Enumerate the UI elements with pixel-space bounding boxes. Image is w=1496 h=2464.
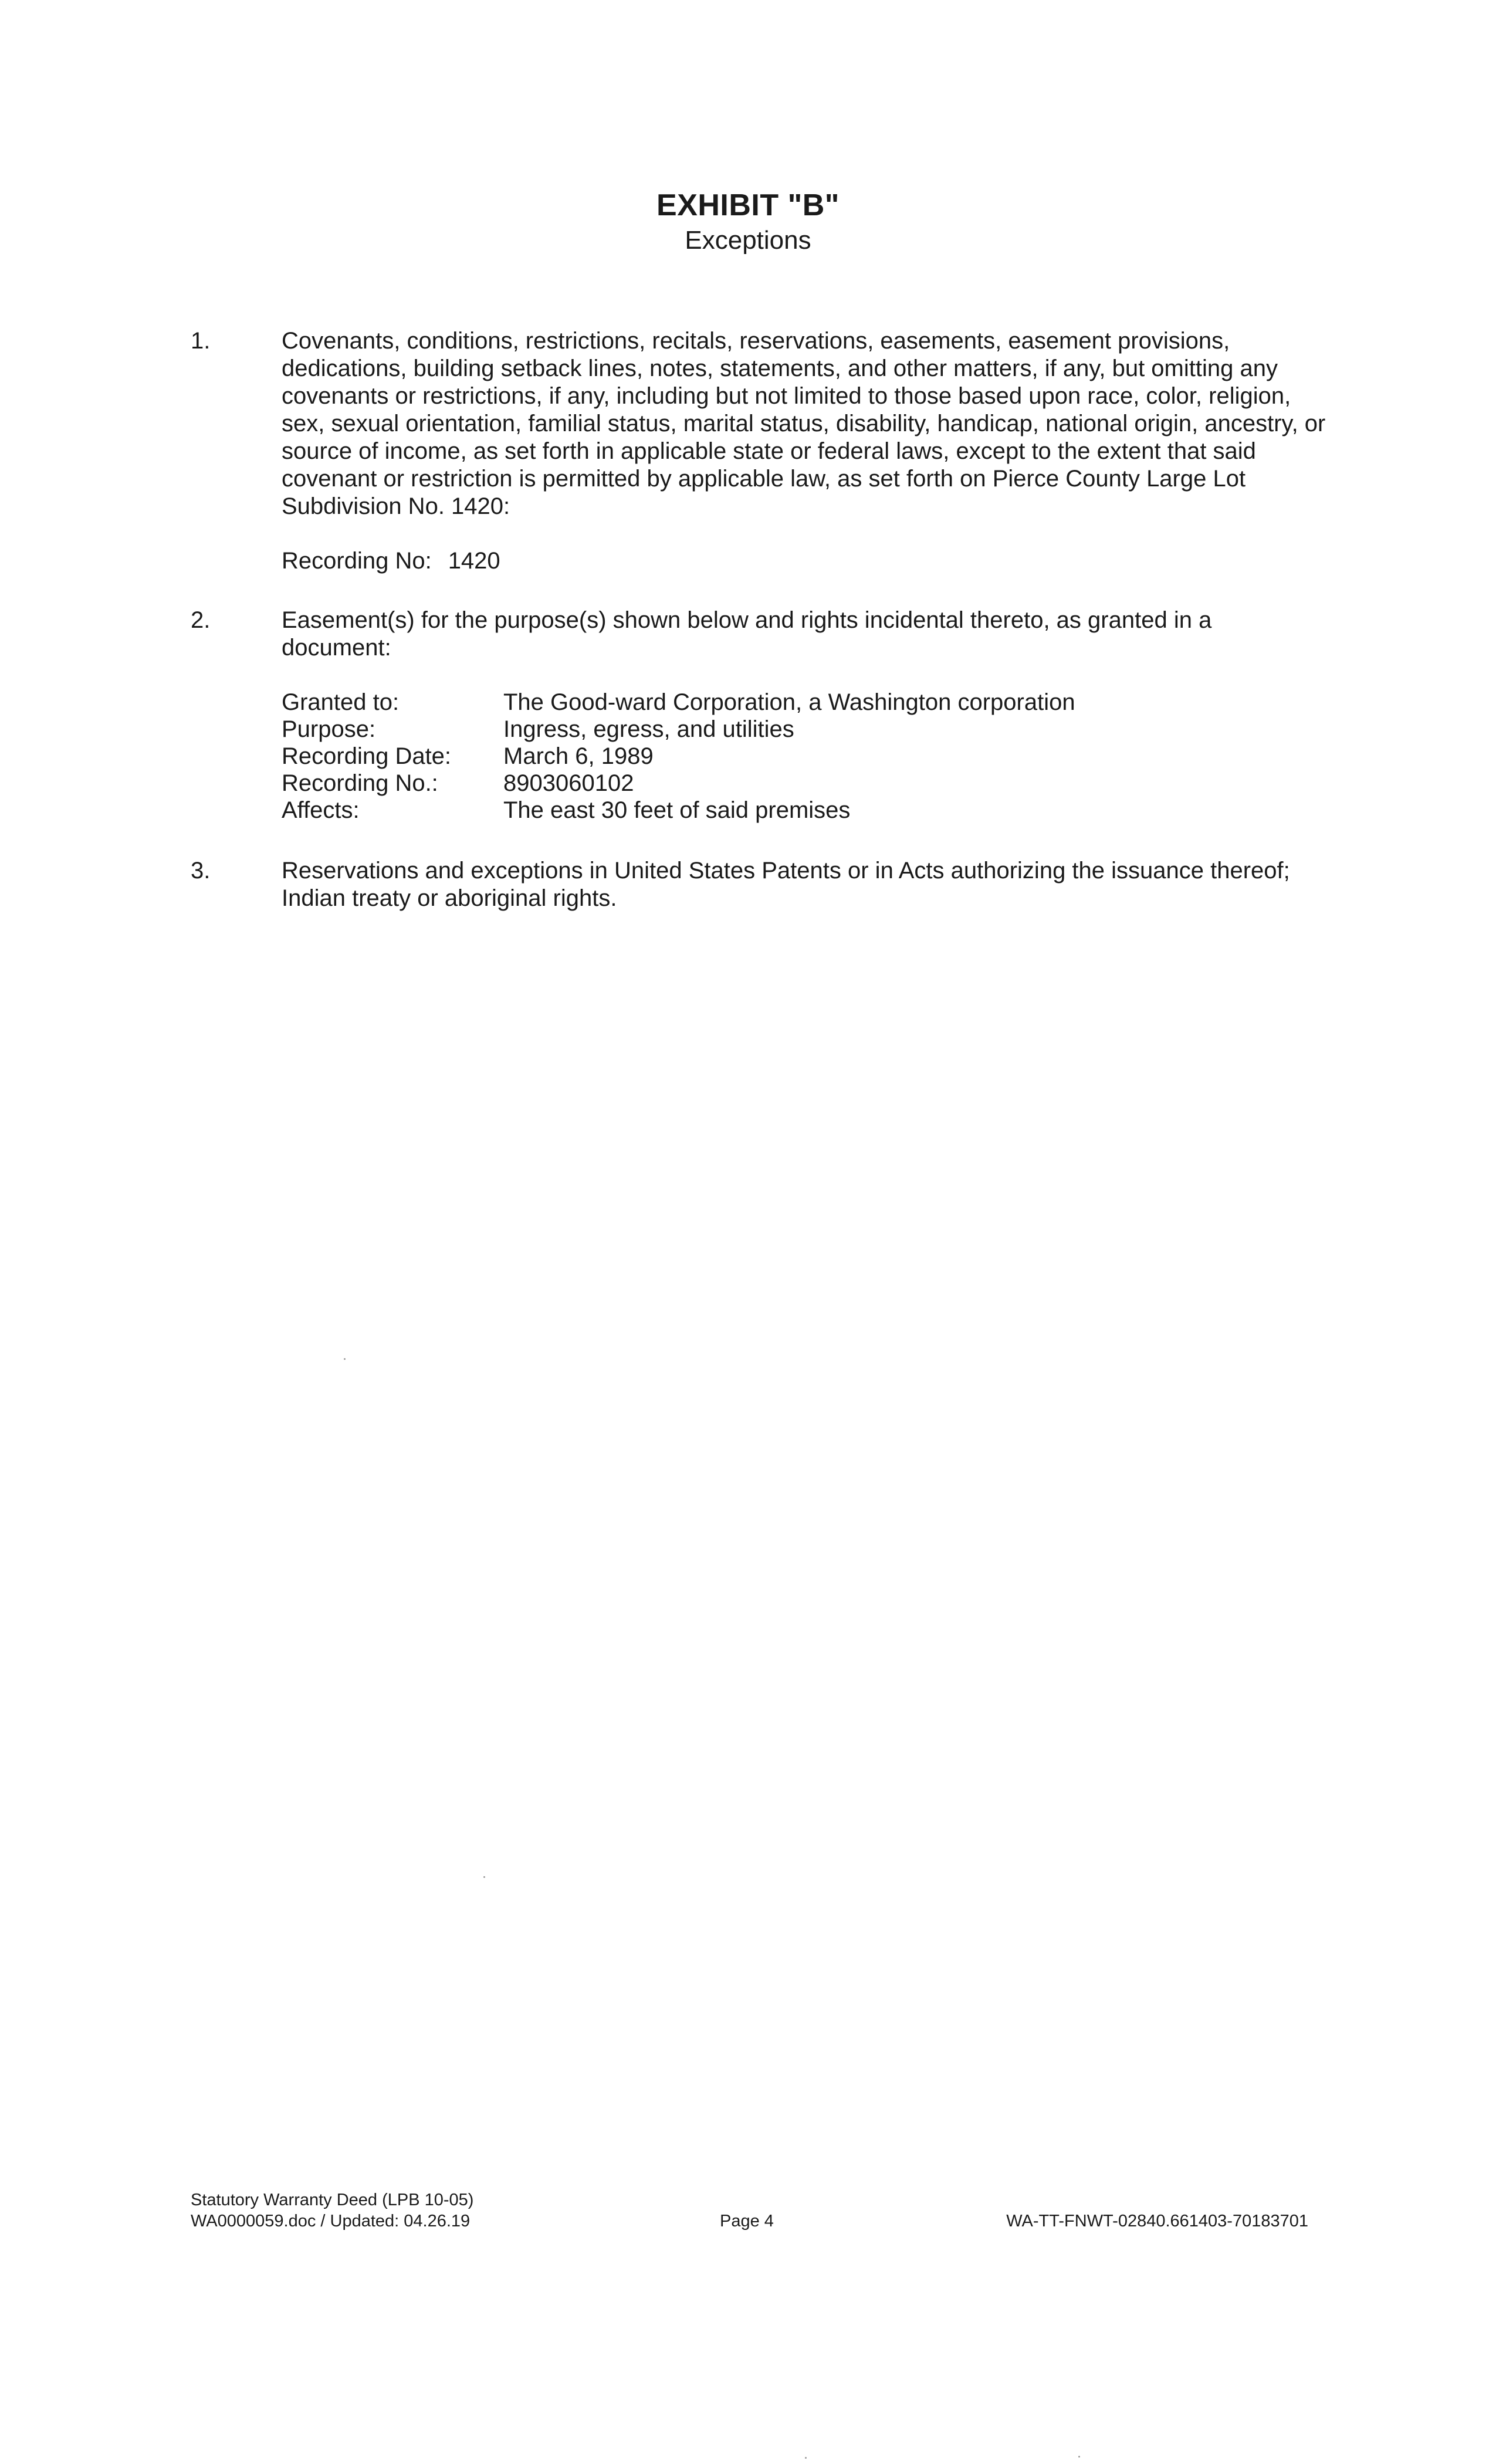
recording-value: 1420	[448, 548, 500, 574]
scan-speck	[805, 2457, 807, 2459]
detail-label: Affects:	[282, 797, 360, 823]
detail-label: Recording Date:	[282, 743, 452, 769]
page-footer	[191, 2189, 1308, 2236]
detail-label: Granted to:	[282, 689, 400, 715]
footer-page-number: Page 4	[720, 2212, 774, 2231]
detail-value: 8903060102	[503, 770, 634, 796]
detail-value: March 6, 1989	[503, 743, 654, 769]
footer-reference: WA-TT-FNWT-02840.661403-70183701	[1006, 2212, 1308, 2231]
item-number: 3.	[191, 858, 211, 884]
item-body	[282, 857, 1326, 912]
item-text: Easement(s) for the purpose(s) shown below and rights incidental thereto, as granted in a document:	[282, 607, 1212, 661]
exhibit-header	[0, 187, 1496, 257]
detail-label: Purpose:	[282, 716, 376, 742]
footer-form-name: Statutory Warranty Deed (LPB 10-05)	[191, 2191, 474, 2209]
item-text: Covenants, conditions, restrictions, recitals, reservations, easements, easement provisions, dedications, building setback lines, notes, statements, and other matters, if any, but omitting any covenants or restrictions, if any, including but not limited to those based upon race, color, religion, sex, sexual orientation, familial status, marital status, disability, handicap, national origin, ancestry, or source of income, as set forth in applicable state or federal laws, except to the extent that said covenant or restriction is permitted by applicable law, as set forth on Pierce County Large Lot Subdivision No. 1420:	[282, 328, 1326, 519]
scan-speck	[344, 1358, 346, 1360]
detail-value: The Good-ward Corporation, a Washington corporation	[503, 689, 1075, 715]
scan-speck	[483, 1876, 485, 1878]
footer-form-info	[191, 2189, 473, 2232]
recording-label: Recording No:	[282, 548, 432, 574]
item-number: 2.	[191, 607, 211, 633]
item-body	[282, 327, 1326, 575]
easement-details	[282, 689, 1326, 824]
item-body	[282, 607, 1326, 824]
detail-value: Ingress, egress, and utilities	[503, 716, 794, 742]
detail-value: The east 30 feet of said premises	[503, 797, 851, 823]
footer-form-file: WA0000059.doc / Updated: 04.26.19	[191, 2212, 471, 2231]
exhibit-subtitle: Exceptions	[685, 226, 811, 255]
detail-label: Recording No.:	[282, 770, 438, 796]
item-text: Reservations and exceptions in United States Patents or in Acts authorizing the issuance thereof; Indian treaty or aboriginal rights.	[282, 858, 1290, 911]
exhibit-title: EXHIBIT "B"	[656, 188, 840, 222]
item-number: 1.	[191, 328, 211, 354]
scan-speck	[1078, 2456, 1080, 2458]
recording-line	[282, 547, 1326, 575]
